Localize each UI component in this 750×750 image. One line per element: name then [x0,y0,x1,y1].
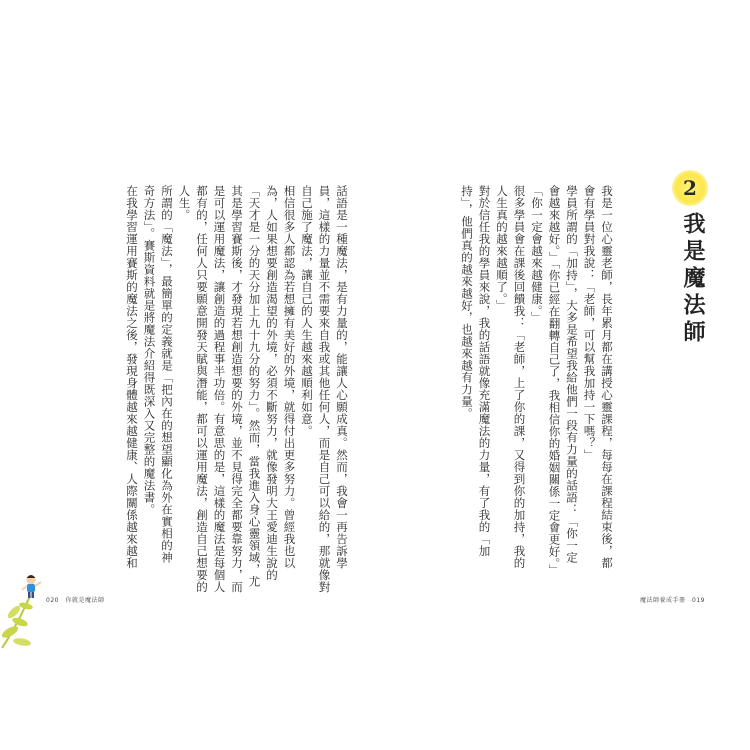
paragraph: 很多學員會在課後回饋我：「老師，上了你的課，又得到你的加持，我的 [512,185,527,569]
leaf-and-child-illustration [0,560,50,650]
paragraph: 為，人如果想要創造渴望的外境，必須不斷努力，就像發明大王愛迪生說的 [265,185,279,581]
paragraph: 員，這樣的力量並不需要來自我或其他任何人，而是自己可以給的，那就像對 [317,185,332,593]
left-page-body [60,185,350,593]
paragraph: 所謂的「魔法」，最簡單的定義就是「把內在的想望顯化為外在實相的神 [160,185,174,564]
paragraph: 都有的，任何人只要願意開發天賦與潛能，都可以運用魔法，創造自己想要的 [195,185,209,593]
paragraph: 自己施了魔法，讓自己的人生越來越順利如意。 [300,185,314,437]
paragraph: 話語是一種魔法，是有力量的，能讓人心願成真。然而，我會一再告訴學 [335,185,349,569]
right-page-body [420,185,615,576]
leaf-sprig-icon [0,596,33,648]
paragraph: 對於信任我的學員來說，我的話語就像充滿魔法的力量，有了我的「加 [477,185,492,557]
paragraph: 「你一定會越來越健康。」 [530,185,544,324]
paragraph: 會越來越好。」「你已經在翻轉自己了，我相信你的婚姻關係一定會更好。」 [547,185,562,576]
paragraph: 相信很多人都認為若想擁有美好的外境，就得付出更多努力。曾經我也以 [282,185,297,569]
paragraph: 我是一位心靈老師，長年累月都在講授心靈課程，每每在課程結束後，都 [600,185,614,569]
paragraph: 其是學習賽斯後，才發現若想創造想要的外境，並不見得完全都要靠努力，而 [230,185,244,593]
chapter-title: 我是魔法師 [680,212,705,347]
paragraph: 在我學習運用賽斯的魔法之後，發現身體越來越健康、人際關係越來越和 [125,185,139,569]
paragraph: 學員所謂的「加持」，大多是希望我給他們一段有力量的話語：「你一定 [565,185,579,564]
paragraph: 奇方法」。賽斯資料就是將魔法介紹得既深入又完整的魔法書。 [142,185,157,516]
right-page-folio: 魔法師養成手冊 019 [640,597,705,604]
left-page-folio: 020 你就是魔法師 [46,597,105,604]
paragraph: 會有學員對我說：「老師，可以幫我加持一下嗎？」 [582,185,597,461]
paragraph: 人生。 [177,185,192,221]
paragraph: 「天才是一分的天分加上九十九分的努力」。然而，當我進入身心靈領域，尤 [247,185,262,588]
child-figure-icon [22,575,41,598]
paragraph: 持」，他們真的越來越好，也越來越有力量。 [460,185,474,420]
paragraph: 是可以運用魔法，讓創造的過程事半功倍。有意思的是，這樣的魔法是每個人 [212,185,227,593]
chapter-number-badge: 2 [672,170,708,206]
paragraph: 人生真的越來越順了。」 [495,185,509,312]
